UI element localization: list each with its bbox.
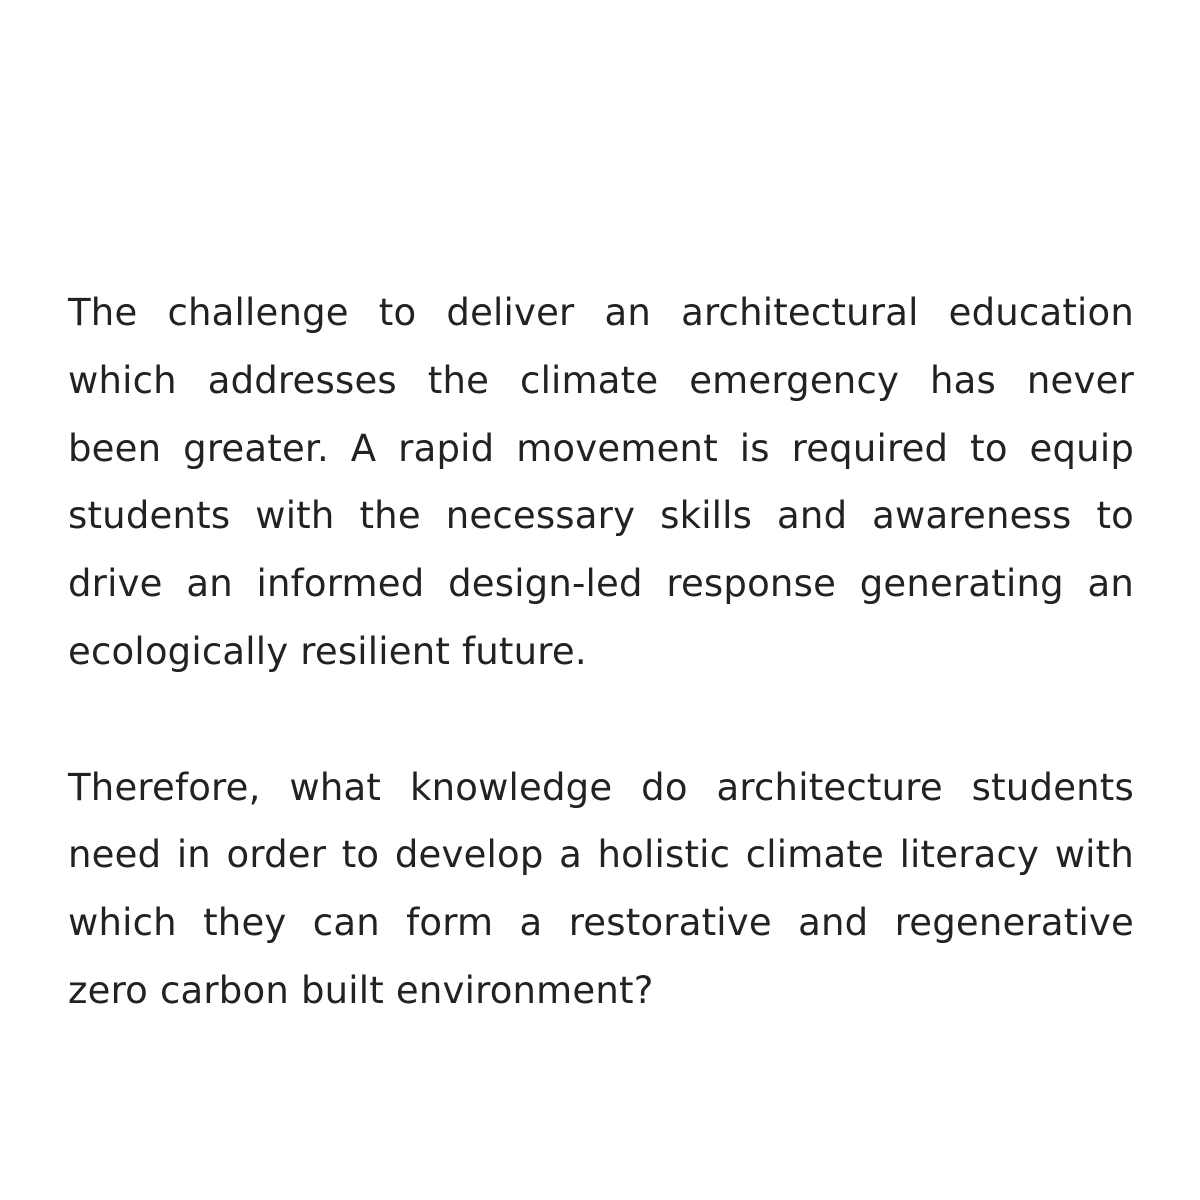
text-line: students with the necessary skills and awareness to bbox=[68, 494, 1134, 538]
text-line: which addresses the climate emergency has never bbox=[68, 358, 1134, 402]
text-line: ecologically resilient future. bbox=[68, 629, 587, 673]
paragraph-spacer bbox=[68, 686, 1134, 754]
paragraph-question bbox=[68, 754, 1134, 1025]
document-body bbox=[68, 279, 1134, 1025]
text-line: Therefore, what knowledge do architecture students bbox=[68, 765, 1134, 809]
text-line: The challenge to deliver an architectural education bbox=[68, 291, 1134, 334]
text-line: which they can form a restorative and regenerative bbox=[68, 901, 1134, 945]
paragraph-challenge bbox=[68, 279, 1134, 686]
text-line: need in order to develop a holistic climate literacy with bbox=[68, 833, 1134, 877]
text-line: zero carbon built environment? bbox=[68, 968, 654, 1012]
text-line: drive an informed design-led response generating an bbox=[68, 562, 1134, 606]
text-line: been greater. A rapid movement is required to equip bbox=[68, 426, 1134, 470]
